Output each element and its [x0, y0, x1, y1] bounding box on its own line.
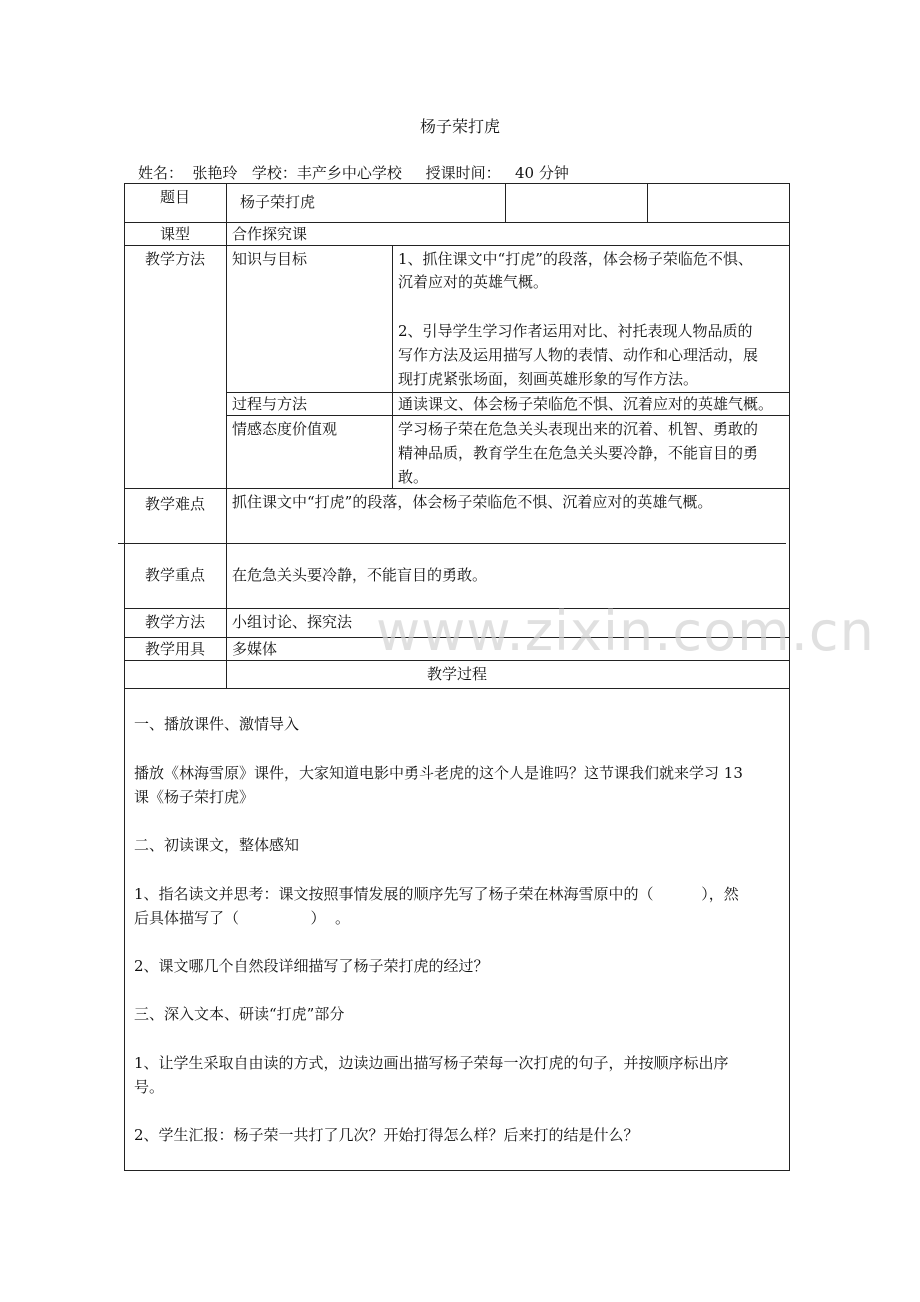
key-point-value: 在危急关头要冷静，不能盲目的勇敢。	[232, 566, 488, 584]
difficulty-label: 教学难点	[144, 495, 205, 513]
emotion-line: 敢。	[398, 468, 429, 486]
column-line	[505, 183, 506, 223]
objectives-label: 教学方法	[144, 250, 205, 268]
section-heading: 三、深入文本、研读“打虎”部分	[134, 1005, 345, 1023]
knowledge-line: 沉着应对的英雄气概。	[398, 273, 549, 291]
page-title: 杨子荣打虎	[419, 117, 500, 136]
knowledge-line: 现打虎紧张场面，刻画英雄形象的写作方法。	[398, 370, 699, 388]
key-point-label: 教学重点	[144, 566, 205, 584]
paragraph-line: 1、让学生采取自由读的方式，边读边画出描写杨子荣每一次打虎的句子，并按顺序标出序	[134, 1054, 729, 1072]
column-line	[647, 183, 648, 223]
knowledge-line: 写作方法及运用描写人物的表情、动作和心理活动，展	[398, 346, 759, 364]
watermark: www.zixin.com.cn	[376, 600, 875, 663]
emotion-line: 学习杨子荣在危急关头表现出来的沉着、机智、勇敢的	[398, 420, 759, 438]
tools-label: 教学用具	[144, 640, 205, 658]
paragraph-line: 课《杨子荣打虎》	[134, 788, 255, 806]
column-line	[226, 183, 227, 688]
row-line	[124, 688, 790, 689]
paragraph-line: 2、学生汇报：杨子荣一共打了几次？开始打得怎么样？后来打的结是什么？	[134, 1126, 639, 1144]
column-line	[392, 245, 393, 489]
topic-label: 题目	[159, 188, 190, 206]
tools-value: 多媒体	[232, 640, 278, 658]
section-heading: 一、播放课件、激情导入	[134, 715, 300, 733]
process-method-label: 过程与方法	[232, 395, 308, 413]
paragraph-line: 2、课文哪几个自然段详细描写了杨子荣打虎的经过？	[134, 957, 489, 975]
method-label: 教学方法	[144, 613, 205, 631]
lesson-type-label: 课型	[159, 225, 190, 243]
paragraph-line: 播放《林海雪原》课件，大家知道电影中勇斗老虎的这个人是谁吗？这节课我们就来学习 13	[134, 764, 743, 782]
paragraph-line: 号。	[134, 1078, 165, 1096]
row-line	[118, 543, 786, 544]
knowledge-line: 2、引导学生学习作者运用对比、衬托表现人物品质的	[398, 322, 753, 340]
teacher-info-line: 姓名： 张艳玲 学校：丰产乡中心学校 授课时间： 40 分钟	[138, 164, 569, 182]
section-heading: 二、初读课文，整体感知	[134, 836, 300, 854]
paragraph-line: 1、指名读文并思考：课文按照事情发展的顺序先写了杨子荣在林海雪原中的（ ），然	[134, 885, 739, 903]
method-value: 小组讨论、探究法	[232, 613, 353, 631]
emotion-line: 精神品质，教育学生在危急关头要冷静，不能盲目的勇	[398, 444, 759, 462]
topic-value: 杨子荣打虎	[240, 193, 316, 211]
knowledge-line: 1、抓住课文中“打虎”的段落，体会杨子荣临危不惧、	[398, 250, 753, 268]
difficulty-value: 抓住课文中“打虎”的段落，体会杨子荣临危不惧、沉着应对的英雄气概。	[232, 493, 713, 511]
process-method-value: 通读课文、体会杨子荣临危不惧、沉着应对的英雄气概。	[398, 395, 774, 413]
paragraph-line: 后具体描写了（ ） 。	[134, 909, 351, 927]
emotion-label: 情感态度价值观	[232, 420, 338, 438]
lesson-type-value: 合作探究课	[232, 225, 308, 243]
table-border-top	[124, 183, 790, 184]
knowledge-label: 知识与目标	[232, 250, 308, 268]
process-header: 教学过程	[426, 665, 487, 683]
row-line	[124, 488, 790, 489]
table-border-bottom	[124, 1170, 790, 1171]
